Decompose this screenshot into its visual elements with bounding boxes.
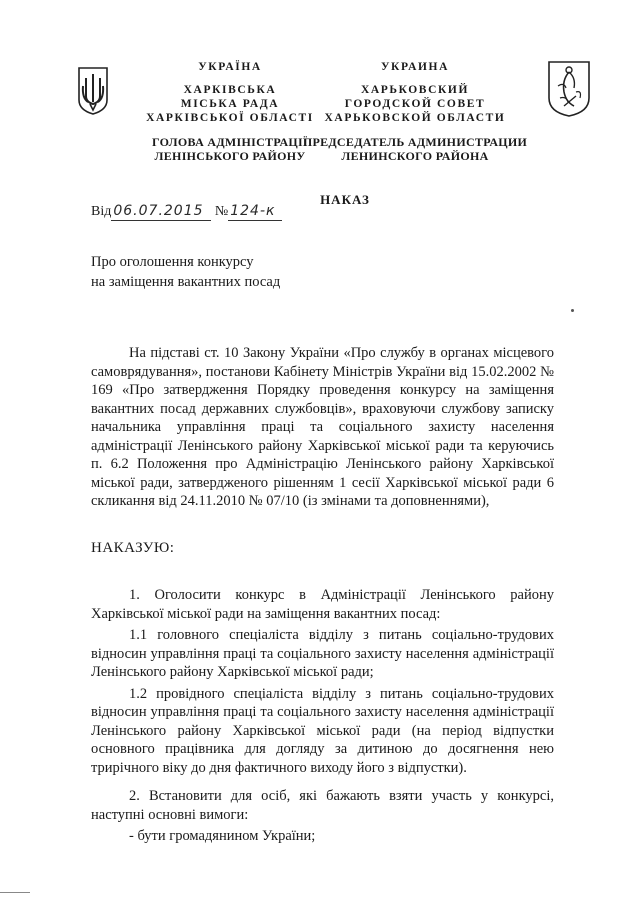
trident-coat-of-arms-icon [76,66,110,116]
header-left-org-line: МІСЬКА РАДА [180,98,280,110]
preamble-text: На підставі ст. 10 Закону України «Про службу в органах місцевого самоврядування», постанови Кабінету Міністрів України від 15.02.2002 № 169 «Про затвердження Порядку проведення конкурсу на заміщення вакантних посад державних службовців», враховуючи службову записку начальника управління праці та соціального захисту населення адміністрації Ленінського району Харківської міської ради та керуючись п. 6.2 Положення про Адміністрацію Ленінського району Харківської міської ради, затвердженого рішенням 1 сесії Харківської міської ради 6 скликання від 24.11.2010 № 07/10 (із змінами та доповненнями), [91,345,554,509]
order-title: НАКАЗ [320,192,370,207]
handwritten-date: 06.07.2015 [113,203,204,219]
header-right-country: УКРАИНА [380,61,450,73]
header-right-office-line: ПРЕДСЕДАТЕЛЬ АДМИНИСТРАЦИИ [302,135,528,149]
subject-line: Про оголошення конкурсу [91,254,254,270]
item-1-1: 1.1 головного спеціаліста відділу з питань соціально-трудових відносин управління праці та соціального захисту населення адміністрації Ленінського району Харківської міської ради; [91,627,554,680]
scan-edge-mark [0,892,30,893]
subject-line: на заміщення вакантних посад [91,274,281,290]
header-right-org-line: ГОРОДСКОЙ СОВЕТ [344,98,486,110]
number-prefix: № [214,204,229,219]
item-1-2: 1.2 провідного спеціаліста відділу з питань соціально-трудових відносин управління праці та соціального захисту населення адміністрації Ленінського району Харківської міської ради (на період відпустки основного працівника для догляду за дитиною до досягнення нею трирічного віку до дня фактичного виходу його з відпустки). [91,685,554,776]
order-items [91,586,554,856]
preamble-paragraph [91,344,554,511]
order-date-number-line [91,203,282,221]
header-right [300,60,530,163]
header-left-org-line: ХАРКІВСЬКА [183,84,277,96]
item-2: 2. Встановити для осіб, які бажають взяти участь у конкурсі, наступні основні вимоги: [91,788,554,823]
item-1: 1. Оголосити конкурс в Адміністрації Ленінського району Харківської міської ради на заміщення вакантних посад: [91,587,554,622]
header-right-office-line: ЛЕНИНСКОГО РАЙОНА [341,149,489,163]
header-left-office-line: ЛЕНІНСЬКОГО РАЙОНУ [154,149,306,163]
handwritten-number: 124-к [230,203,276,219]
date-prefix: Від [91,204,112,219]
header-left-org-line: ХАРКІВСЬКОЇ ОБЛАСТІ [146,112,314,124]
order-subject [91,252,280,292]
header-right-org-line: ХАРЬКОВСКИЙ [360,84,470,96]
kharkiv-city-coat-of-arms-icon [546,58,592,118]
order-directive-heading: НАКАЗУЮ: [91,540,175,556]
header-left-office-line: ГОЛОВА АДМІНІСТРАЦІЇ [152,135,308,149]
item-2-requirement: - бути громадянином України; [129,828,316,844]
stray-mark [571,309,574,312]
header-right-org-line: ХАРЬКОВСКОЙ ОБЛАСТИ [324,112,506,124]
header-left-country: УКРАЇНА [198,61,262,73]
